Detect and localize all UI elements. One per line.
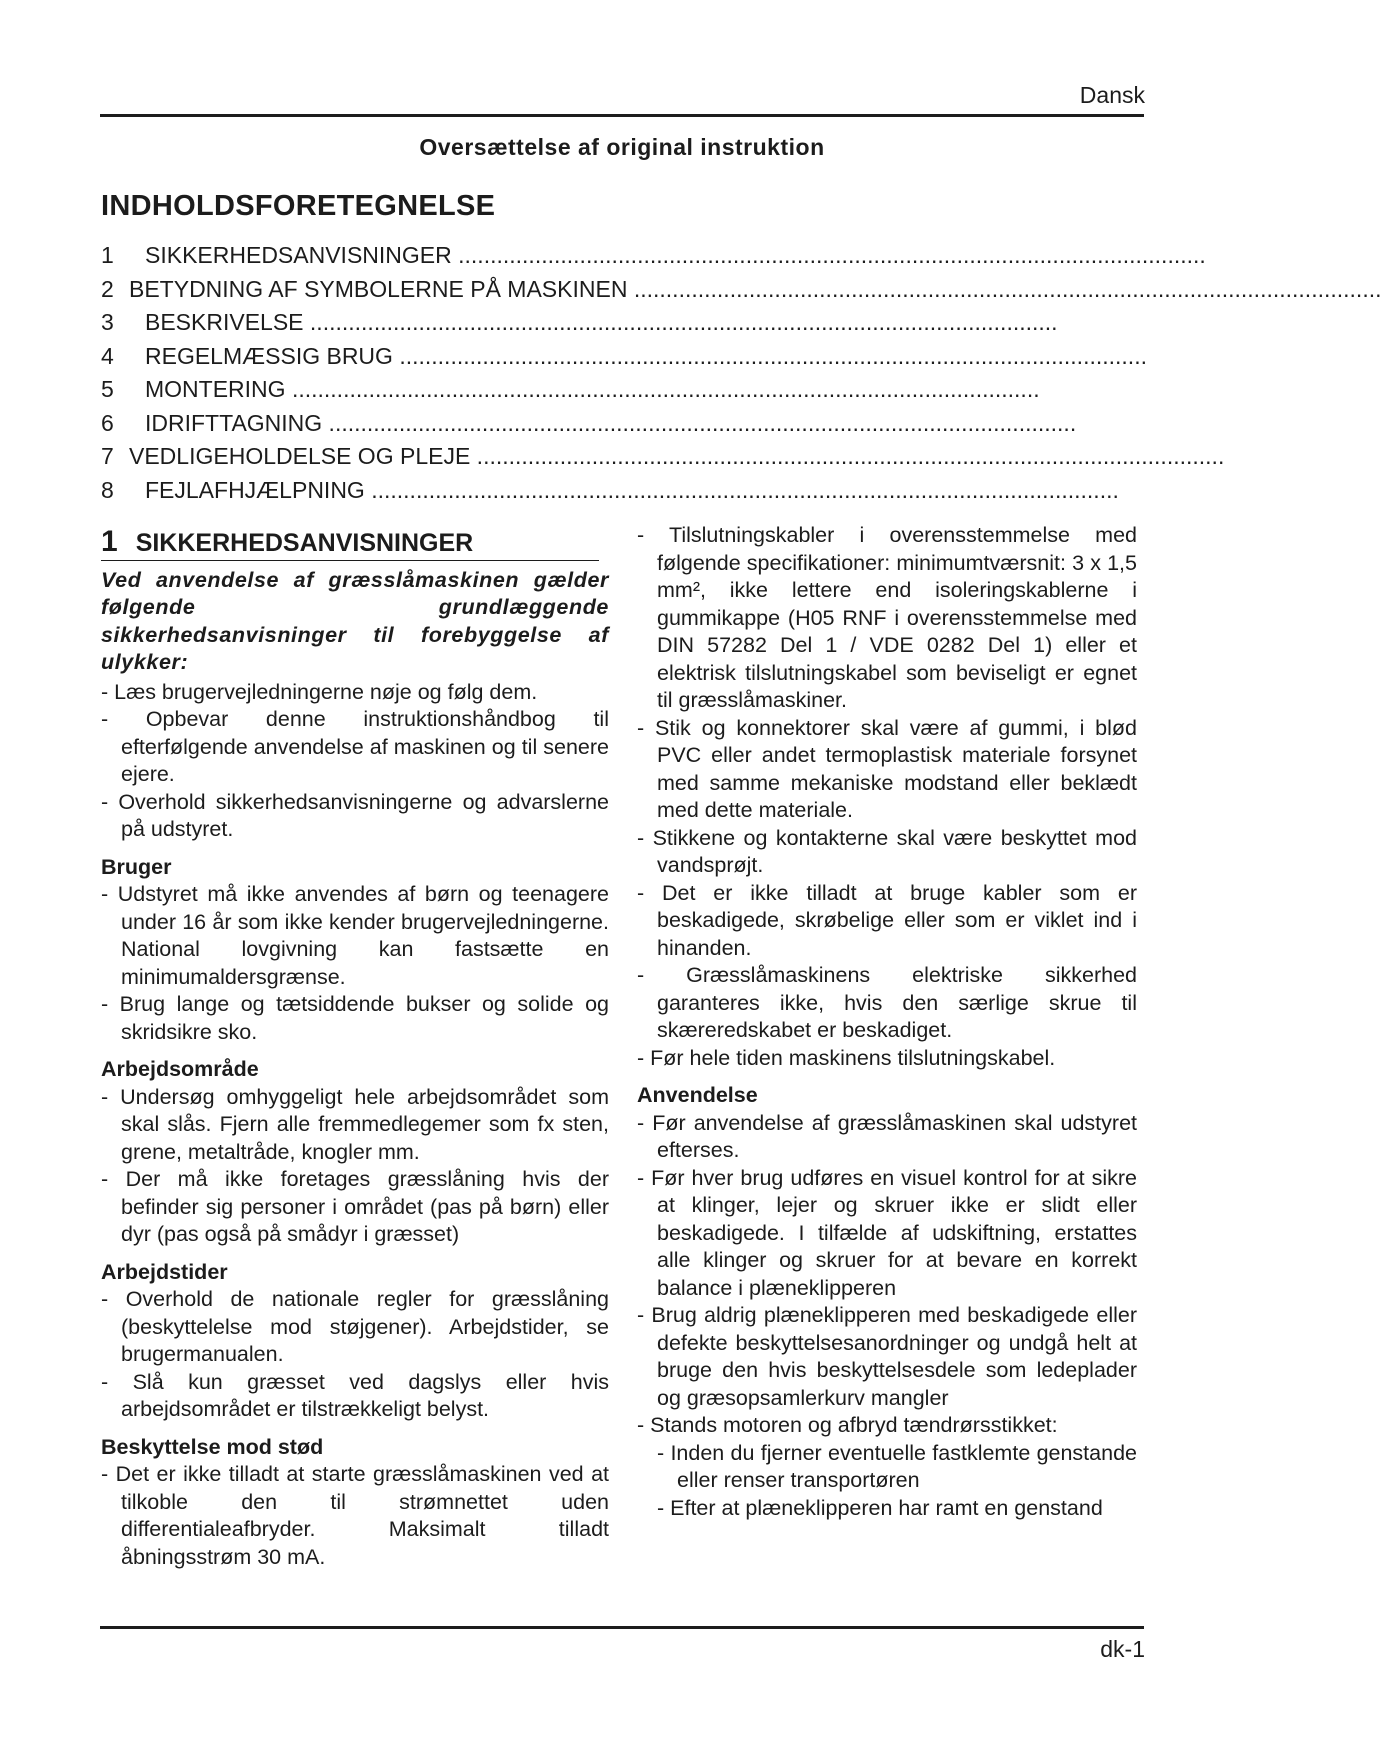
toc-leader: ..................................................................................................................... bbox=[627, 275, 1382, 302]
list-item: - Græsslåmaskinens elektriske sikkerhed garanteres ikke, hvis den særlige skrue til skæreredskabet er beskadiget. bbox=[637, 963, 1137, 1042]
toc-entry-4[interactable] bbox=[101, 342, 1147, 377]
toc-leader: ..................................................................................................................... bbox=[285, 376, 1040, 402]
list-item: - Tilslutningskabler i overensstemmelse med følgende specifikationer: minimumtværsnit: 3 x 1,5 mm², ikke lettere end isoleringskablerne i gummikappe (H05 RNF i overensstemmelse med DIN 57282 Del 1 / VDE 0282 Del 1) eller et elektrisk tilslutningskabel som beviseligt er egnet til græsslåmaskiner. bbox=[637, 523, 1137, 712]
right-column bbox=[637, 522, 1137, 1522]
toc-leader: ..................................................................................................................... bbox=[392, 342, 1147, 369]
list-item: - Der må ikke foretages græsslåning hvis der befinder sig personer i området (pas på børn) eller dyr (pas også på smådyr i græsset) bbox=[101, 1167, 609, 1246]
left-column bbox=[101, 525, 609, 1571]
toc-entry-3[interactable] bbox=[101, 309, 1058, 343]
list-item: - Slå kun græsset ved dagslys eller hvis arbejdsområdet er tilstrækkeligt belyst. bbox=[101, 1369, 609, 1421]
toc-num: 1 bbox=[101, 242, 114, 268]
list-item: - Stikkene og kontakterne skal være beskyttet mod vandsprøjt. bbox=[637, 825, 1137, 877]
list-item: - Inden du fjerner eventuelle fastklemte genstande eller renser transportøren bbox=[657, 1440, 1137, 1492]
list-item: - Det er ikke tilladt at bruge kabler som er beskadigede, skrøbelige eller som er viklet ind i hinanden. bbox=[637, 880, 1137, 960]
toc-entry-8[interactable] bbox=[101, 476, 1119, 511]
toc-entry-1[interactable] bbox=[101, 242, 1206, 276]
toc-leader: ..................................................................................................................... bbox=[364, 476, 1119, 503]
toc-text: SIKKERHEDSANVISNINGER bbox=[145, 242, 452, 268]
footer-rule bbox=[100, 1626, 1144, 1629]
toc-text: VEDLIGEHOLDELSE OG PLEJE bbox=[129, 443, 471, 469]
toc-num: 8 bbox=[101, 476, 114, 503]
toc-leader: ..................................................................................................................... bbox=[470, 443, 1225, 469]
section-number: 1 bbox=[101, 525, 118, 558]
toc-num: 3 bbox=[101, 309, 114, 335]
toc-text: BESKRIVELSE bbox=[145, 309, 304, 335]
toc-entry-5[interactable] bbox=[101, 376, 1040, 410]
toc-text: MONTERING bbox=[145, 376, 286, 402]
list-item: - Før hele tiden maskinens tilslutningskabel. bbox=[637, 1045, 1056, 1070]
list-item: - Læs brugervejledningerne nøje og følg dem. bbox=[101, 679, 538, 704]
subheading-bruger: Bruger bbox=[101, 854, 172, 879]
list-item: - Stik og konnektorer skal være af gummi, i blød PVC eller andet termoplastisk materiale forsynet med samme mekaniske modstand eller beklædt med dette materiale. bbox=[637, 715, 1137, 822]
safety-intro: Ved anvendelse af græsslåmaskinen gælder følgende grundlæggende sikkerhedsanvisninger til forebyggelse af ulykker: bbox=[101, 567, 609, 674]
list-item: - Overhold sikkerhedsanvisningerne og advarslerne på udstyret. bbox=[101, 789, 609, 841]
list-item: - Efter at plæneklipperen har ramt en genstand bbox=[657, 1495, 1103, 1520]
toc-entry-6[interactable] bbox=[101, 409, 1077, 444]
subheading-anvendelse: Anvendelse bbox=[637, 1083, 758, 1107]
table-of-contents bbox=[101, 242, 1382, 510]
page-subtitle: Oversættelse af original instruktion bbox=[419, 134, 825, 160]
section-heading bbox=[101, 525, 599, 561]
page-number: dk-1 bbox=[1100, 1636, 1145, 1662]
subheading-arbejdstider: Arbejdstider bbox=[101, 1259, 228, 1284]
list-item: - Brug aldrig plæneklipperen med beskadigede eller defekte beskyttelsesanordninger og undgå helt at bruge den hvis beskyttelsesdele som ledeplader og græsopsamlerkurv mangler bbox=[637, 1303, 1137, 1410]
list-item: - Udstyret må ikke anvendes af børn og teenagere under 16 år som ikke kender brugervejledningerne. National lovgivning kan fastsætte en minimumaldersgrænse. bbox=[101, 882, 609, 989]
toc-entry-7[interactable] bbox=[101, 443, 1225, 477]
toc-leader: ..................................................................................................................... bbox=[451, 242, 1206, 268]
toc-text: FEJLAFHJÆLPNING bbox=[145, 476, 365, 503]
toc-num: 5 bbox=[101, 376, 114, 402]
toc-num: 2 bbox=[101, 275, 114, 302]
list-item: - Overhold de nationale regler for græsslåning (beskyttelelse mod støjgener). Arbejdstider, se brugermanualen. bbox=[101, 1287, 609, 1366]
list-item: - Før hver brug udføres en visuel kontrol for at sikre at klinger, lejer og skruer ikke er slidt eller beskadigede. I tilfælde af udskiftning, erstattes alle klinger og skruer for at bevare en korrekt balance i plæneklipperen bbox=[637, 1165, 1137, 1300]
toc-title: INDHOLDSFORETEGNELSE bbox=[101, 190, 496, 222]
toc-num: 7 bbox=[101, 443, 114, 469]
list-item: - Brug lange og tætsiddende bukser og solide og skridsikre sko. bbox=[101, 992, 609, 1044]
list-item: - Undersøg omhyggeligt hele arbejdsområdet som skal slås. Fjern alle fremmedlegemer som fx sten, grene, metaltråde, knogler mm. bbox=[101, 1084, 609, 1164]
toc-num: 6 bbox=[101, 409, 114, 436]
list-item: - Det er ikke tilladt at starte græsslåmaskinen ved at tilkoble den til strømnettet uden differentialeafbryder. Maksimalt tilladt åbningsstrøm 30 mA. bbox=[101, 1462, 609, 1569]
toc-text: IDRIFTTAGNING bbox=[145, 409, 323, 436]
toc-num: 4 bbox=[101, 342, 114, 369]
toc-text: BETYDNING AF SYMBOLERNE PÅ MASKINEN bbox=[129, 275, 628, 302]
header-rule bbox=[100, 114, 1144, 117]
toc-leader: ..................................................................................................................... bbox=[303, 309, 1058, 335]
section-title: SIKKERHEDSANVISNINGER bbox=[135, 529, 474, 557]
list-item: - Opbevar denne instruktionshåndbog til efterfølgende anvendelse af maskinen og til senere ejere. bbox=[101, 707, 609, 786]
list-item: - Stands motoren og afbryd tændrørsstikket: bbox=[637, 1413, 1058, 1437]
list-item: - Før anvendelse af græsslåmaskinen skal udstyret efterses. bbox=[637, 1110, 1137, 1162]
language-label: Dansk bbox=[1079, 82, 1145, 108]
subheading-arbejdsomraade: Arbejdsområde bbox=[101, 1057, 259, 1081]
subheading-beskyttelse: Beskyttelse mod stød bbox=[101, 1434, 324, 1459]
toc-leader: ..................................................................................................................... bbox=[322, 409, 1077, 436]
toc-text: REGELMÆSSIG BRUG bbox=[145, 342, 393, 369]
toc-entry-2[interactable] bbox=[101, 275, 1382, 310]
